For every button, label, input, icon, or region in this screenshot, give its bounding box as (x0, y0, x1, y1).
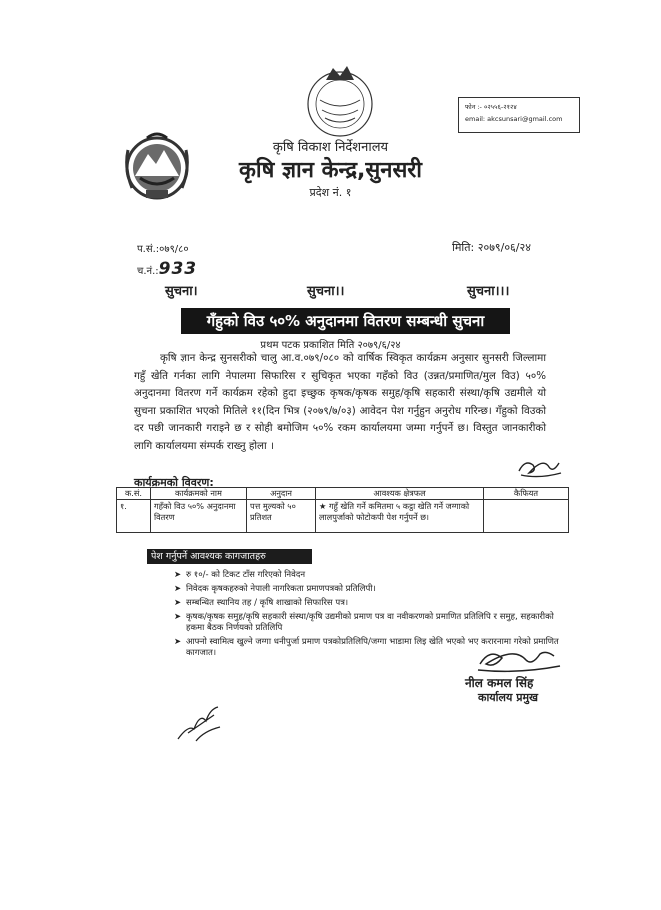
phone-number: फोन :- ०२५५६-२१२४ (465, 103, 517, 111)
notice-word-1: सुचना। (165, 284, 198, 299)
table-header-row (117, 488, 569, 500)
program-table (116, 487, 569, 533)
office-seal-stamp-icon (300, 60, 380, 140)
column-header: कार्यक्रमको नाम (151, 488, 247, 500)
dispatch-number (137, 259, 197, 279)
row-subsidy: पत्त मुल्यको ५० प्रतिशत (247, 500, 316, 533)
arrow-bullet-icon: ➤ (174, 570, 182, 580)
row-required-area: ★ गहुँ खेति गर्ने कमितमा ५ कट्ठा खेति गर्ने जग्गाको लालपुर्जाको फोटोकपी पेश गर्नुपर्ने छ। (316, 500, 484, 533)
signatory-title: कार्यालय प्रमुख (478, 691, 539, 704)
arrow-bullet-icon: ➤ (174, 612, 182, 622)
list-item: ➤ निवेदक कृषकहरुको नेपाली नागरिकता प्रमाणपत्रको प्रतिलिपी। (174, 584, 376, 594)
list-item: ➤ सम्बन्धित स्थानिय तह / कृषि शाखाको सिफारिस पत्र। (174, 598, 349, 608)
arrow-bullet-icon: ➤ (174, 584, 182, 594)
ministry-name: कृषि विकाश निर्देशनालय (272, 140, 389, 155)
province-name: प्रदेश नं. १ (309, 186, 352, 199)
list-item: ➤ आफ्नो स्वामित्व खुल्ने जग्गा धनीपुर्जा प्रमाण पत्रकोप्रतिलिपि/जग्गा भाडामा लिइ खेति भएको भए करारनामा गरेको प्रमाणित कागजात। (174, 637, 559, 658)
dispatch-label: च.नं.: (137, 266, 159, 277)
row-program-name: गहँको विउ ५०% अनुदानमा वितरण (151, 500, 247, 533)
notice-word-2: सुचना।। (307, 284, 345, 299)
contact-box (458, 97, 580, 133)
notice-body (134, 350, 546, 456)
arrow-bullet-icon: ➤ (174, 637, 182, 647)
row-remarks (484, 500, 569, 533)
list-item: ➤ कृषक/कृषक समुह/कृषि सहकारी संस्था/कृषि उद्यमीको प्रमाण पत्र वा नवीकरणको प्रमाणित प्रतिलिपि र समुह, सहकारीको हकमा बैठक निर्णयको प्रतिलिपि (174, 612, 554, 633)
signature-icon (515, 455, 563, 481)
notice-body-text: कृषि ज्ञान केन्द्र सुनसरीको चालु आ.व.०७९/०८० को वार्षिक स्विकृत कार्यक्रम अनुसार सुनसरी जिल्लामा गहुँ खेति गर्नका लागि नेपालमा सिफारिस र सुचिकृत भएका गहँको विउ (उन्नत/प्रमाणित/मुल विउ) ५०% अनुदानमा वितरण गर्ने कार्यक्रम रहेको हुदा इच्छुक कृषक/कृषक समुह/कृषि सहकारी संस्था/कृषि उद्यमीले यो सुचना प्रकाशित भएको मितिले ११(दिन भित्र (२०७९/७/०३) आवेदन पेश गर्नुहुन अनुरोध गरिन्छ। गँहुको विउको दर पछी जानकारी गराइने छ र सोही बमोजिम ५०% रकम कार्यालयमा जम्मा गर्नुपर्ने छ। विस्तुत जानकारीको लागि कार्यालयमा संम्पर्क राख्नु होला । (134, 352, 546, 452)
dispatch-number-handwritten: 933 (158, 259, 198, 279)
letter-number: प.सं.:०७९/८० (137, 244, 189, 255)
column-header: आवश्यक क्षेत्रफल (316, 488, 484, 500)
documents-heading: पेश गर्नुपर्ने आवश्यक कागजातहरु (147, 549, 312, 564)
notice-title: गँहुको विउ ५०% अनुदानमा वितरण सम्बन्धी सुचना (181, 308, 510, 334)
column-header: अनुदान (247, 488, 316, 500)
list-item: ➤ रु १०/- को टिकट टाँस गरिएको निवेदन (174, 570, 306, 580)
chief-signature-icon (474, 646, 562, 674)
arrow-bullet-icon: ➤ (174, 598, 182, 608)
notice-word-3: सुचना।।। (467, 284, 510, 299)
program-heading: कार्यक्रमको विवरण: (134, 476, 214, 489)
table-row (117, 500, 569, 533)
row-serial: १. (117, 500, 151, 533)
first-published-date: प्रथम पटक प्रकाशित मिति २०७९/६/२४ (260, 340, 401, 351)
signatory-name: नील कमल सिंह (465, 676, 534, 690)
office-name: कृषि ज्ञान केन्द्र,सुनसरी (238, 158, 423, 183)
column-header: क.सं. (117, 488, 151, 500)
email-address: email: akcsunsari@gmail.com (465, 115, 563, 123)
letter-date: मिति: २०७९/०६/२४ (452, 241, 531, 254)
initials-signature-icon (174, 703, 226, 743)
column-header: कैफियत (484, 488, 569, 500)
